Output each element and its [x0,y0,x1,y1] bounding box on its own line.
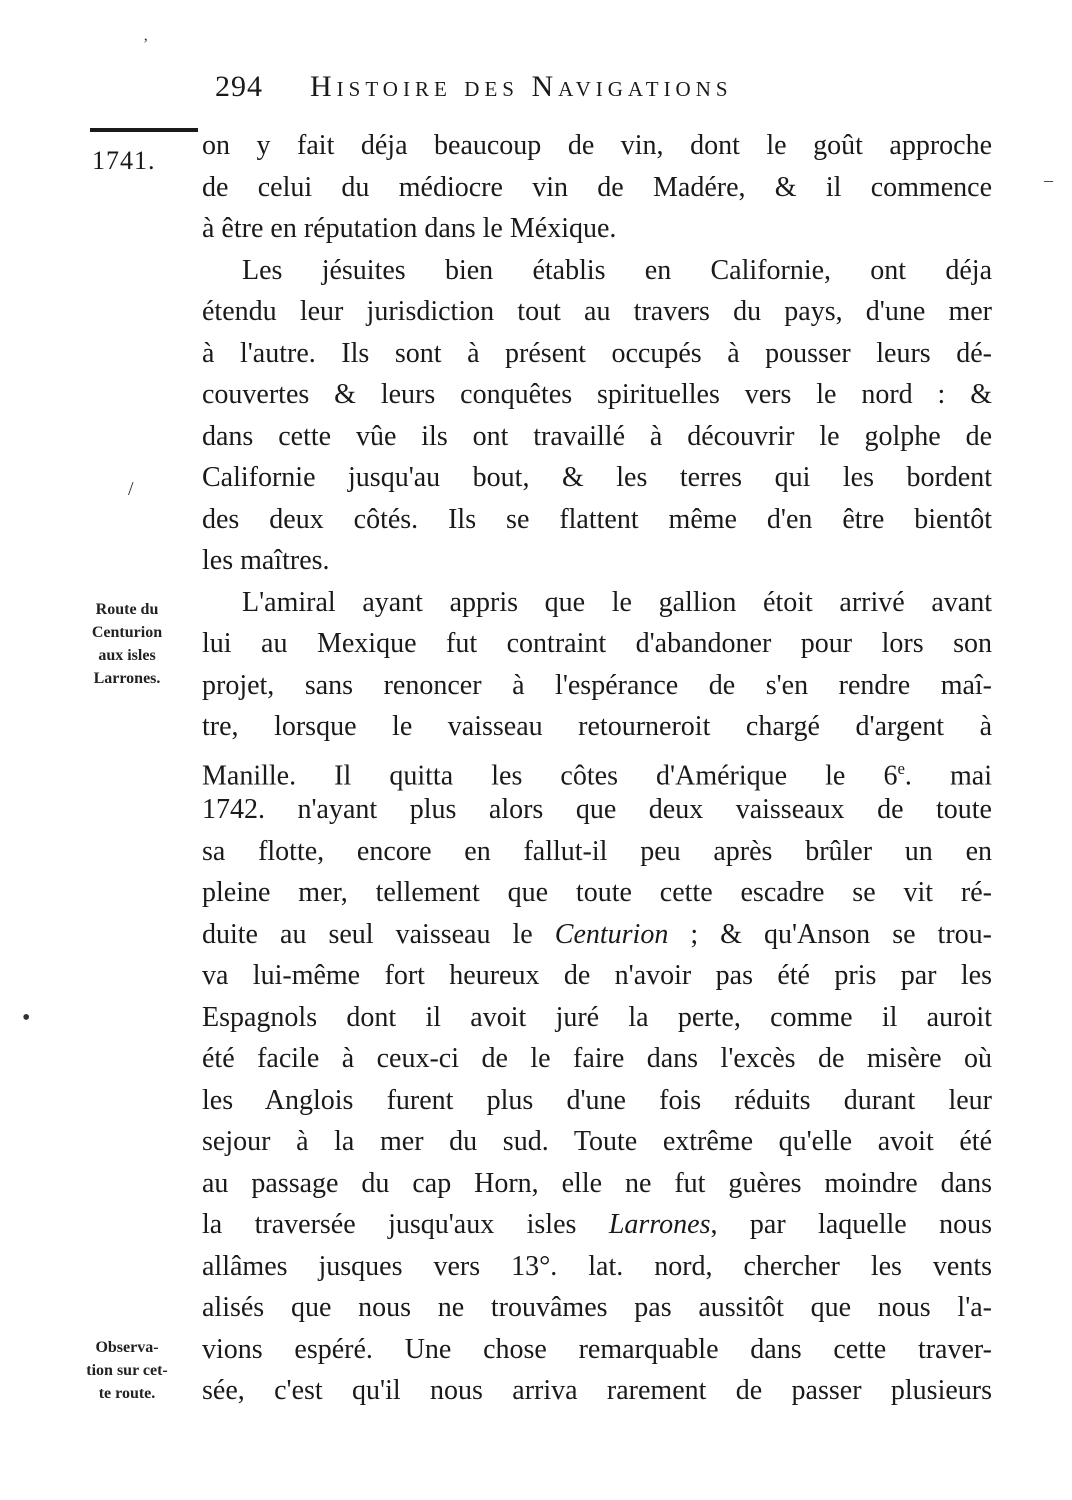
margin-year: 1741. [92,146,156,175]
text-line: projet, sans renoncer à l'espérance de s'en rendre maî- [202,669,992,701]
text-line: sée, c'est qu'il nous arriva rarement de passer plusieurs [202,1375,992,1406]
page-number: 294 [215,70,263,103]
text-line: 1742. n'ayant plus alors que deux vaisseaux de toute [202,794,992,825]
text-line: va lui-même fort heureux de n'avoir pas été pris par les [202,960,992,991]
sidenote-line: Observa- [95,1339,159,1356]
running-header [205,64,945,114]
text-line: alisés que nous ne trouvâmes pas aussitôt que nous l'a- [202,1292,992,1323]
sidenote-route [72,598,182,690]
text-line: au passage du cap Horn, elle ne fut guères moindre dans [202,1167,992,1199]
text-line: pleine mer, tellement que toute cette escadre se vit ré- [202,877,992,908]
sidenote-line: Centurion [91,624,163,641]
text-line: couvertes & leurs conquêtes spirituelles vers le nord : & [202,379,992,410]
text-line: à l'autre. Ils sont à présent occupés à pousser leurs dé- [202,337,992,369]
text-line: des deux côtés. Ils se flattent même d'en être bientôt [202,503,992,535]
text-line: duite au seul vaisseau le Centurion ; & qu'Anson se trou- [202,918,992,950]
text-line: étendu leur jurisdiction tout au travers du pays, d'une mer [202,296,992,327]
sidenote-observation [72,1336,182,1405]
text-line: allâmes jusques vers 13°. lat. nord, chercher les vents [202,1250,992,1282]
text-line: Californie jusqu'au bout, & les terres qui les bordent [202,462,992,493]
text-line: Manille. Il quitta les côtes d'Amérique le 6e. mai [202,758,992,791]
text-line: les maîtres. [202,545,330,576]
text-line: la traversée jusqu'aux isles Larrones, par laquelle nous [202,1209,992,1240]
text-line: sejour à la mer du sud. Toute extrême qu'elle avoit été [202,1126,992,1157]
sidenote-line: Route du [95,601,159,618]
running-title: Histoire des Navigations [310,70,733,103]
body-text [202,125,992,1412]
sidenote-line: Larrones. [93,670,161,687]
text-line: Les jésuites bien établis en Californie, ont déja [242,254,992,286]
text-line: à être en réputation dans le Méxique. [202,213,617,244]
text-line: sa flotte, encore en fallut-il peu après brûler un en [202,835,992,867]
text-line: été facile à ceux-ci de le faire dans l'excès de misère où [202,1043,992,1074]
text-line: lui au Mexique fut contraint d'abandoner pour lors son [202,628,992,659]
text-line: de celui du médiocre vin de Madére, & il commence [202,171,992,203]
text-line: Espagnols dont il avoit juré la perte, comme il auroit [202,1001,992,1033]
text-line: les Anglois furent plus d'une fois réduits durant leur [202,1084,992,1116]
stray-ink-mark: ʼ [143,36,149,53]
stray-ink-mark: • [22,1005,31,1031]
margin-rule [90,128,198,132]
sidenote-line: aux isles [98,647,156,664]
text-line: L'amiral ayant appris que le gallion étoit arrivé avant [242,586,992,618]
stray-ink-mark: – [1044,170,1053,190]
text-line: on y fait déja beaucoup de vin, dont le goût approche [202,130,992,161]
text-line: vions espéré. Une chose remarquable dans cette traver- [202,1333,992,1365]
sidenote-line: te route. [98,1385,156,1402]
text-line: dans cette vûe ils ont travaillé à découvrir le golphe de [202,420,992,452]
text-line: tre, lorsque le vaisseau retourneroit chargé d'argent à [202,711,992,742]
stray-ink-mark: / [128,478,134,500]
sidenote-line: tion sur cet- [86,1362,168,1379]
